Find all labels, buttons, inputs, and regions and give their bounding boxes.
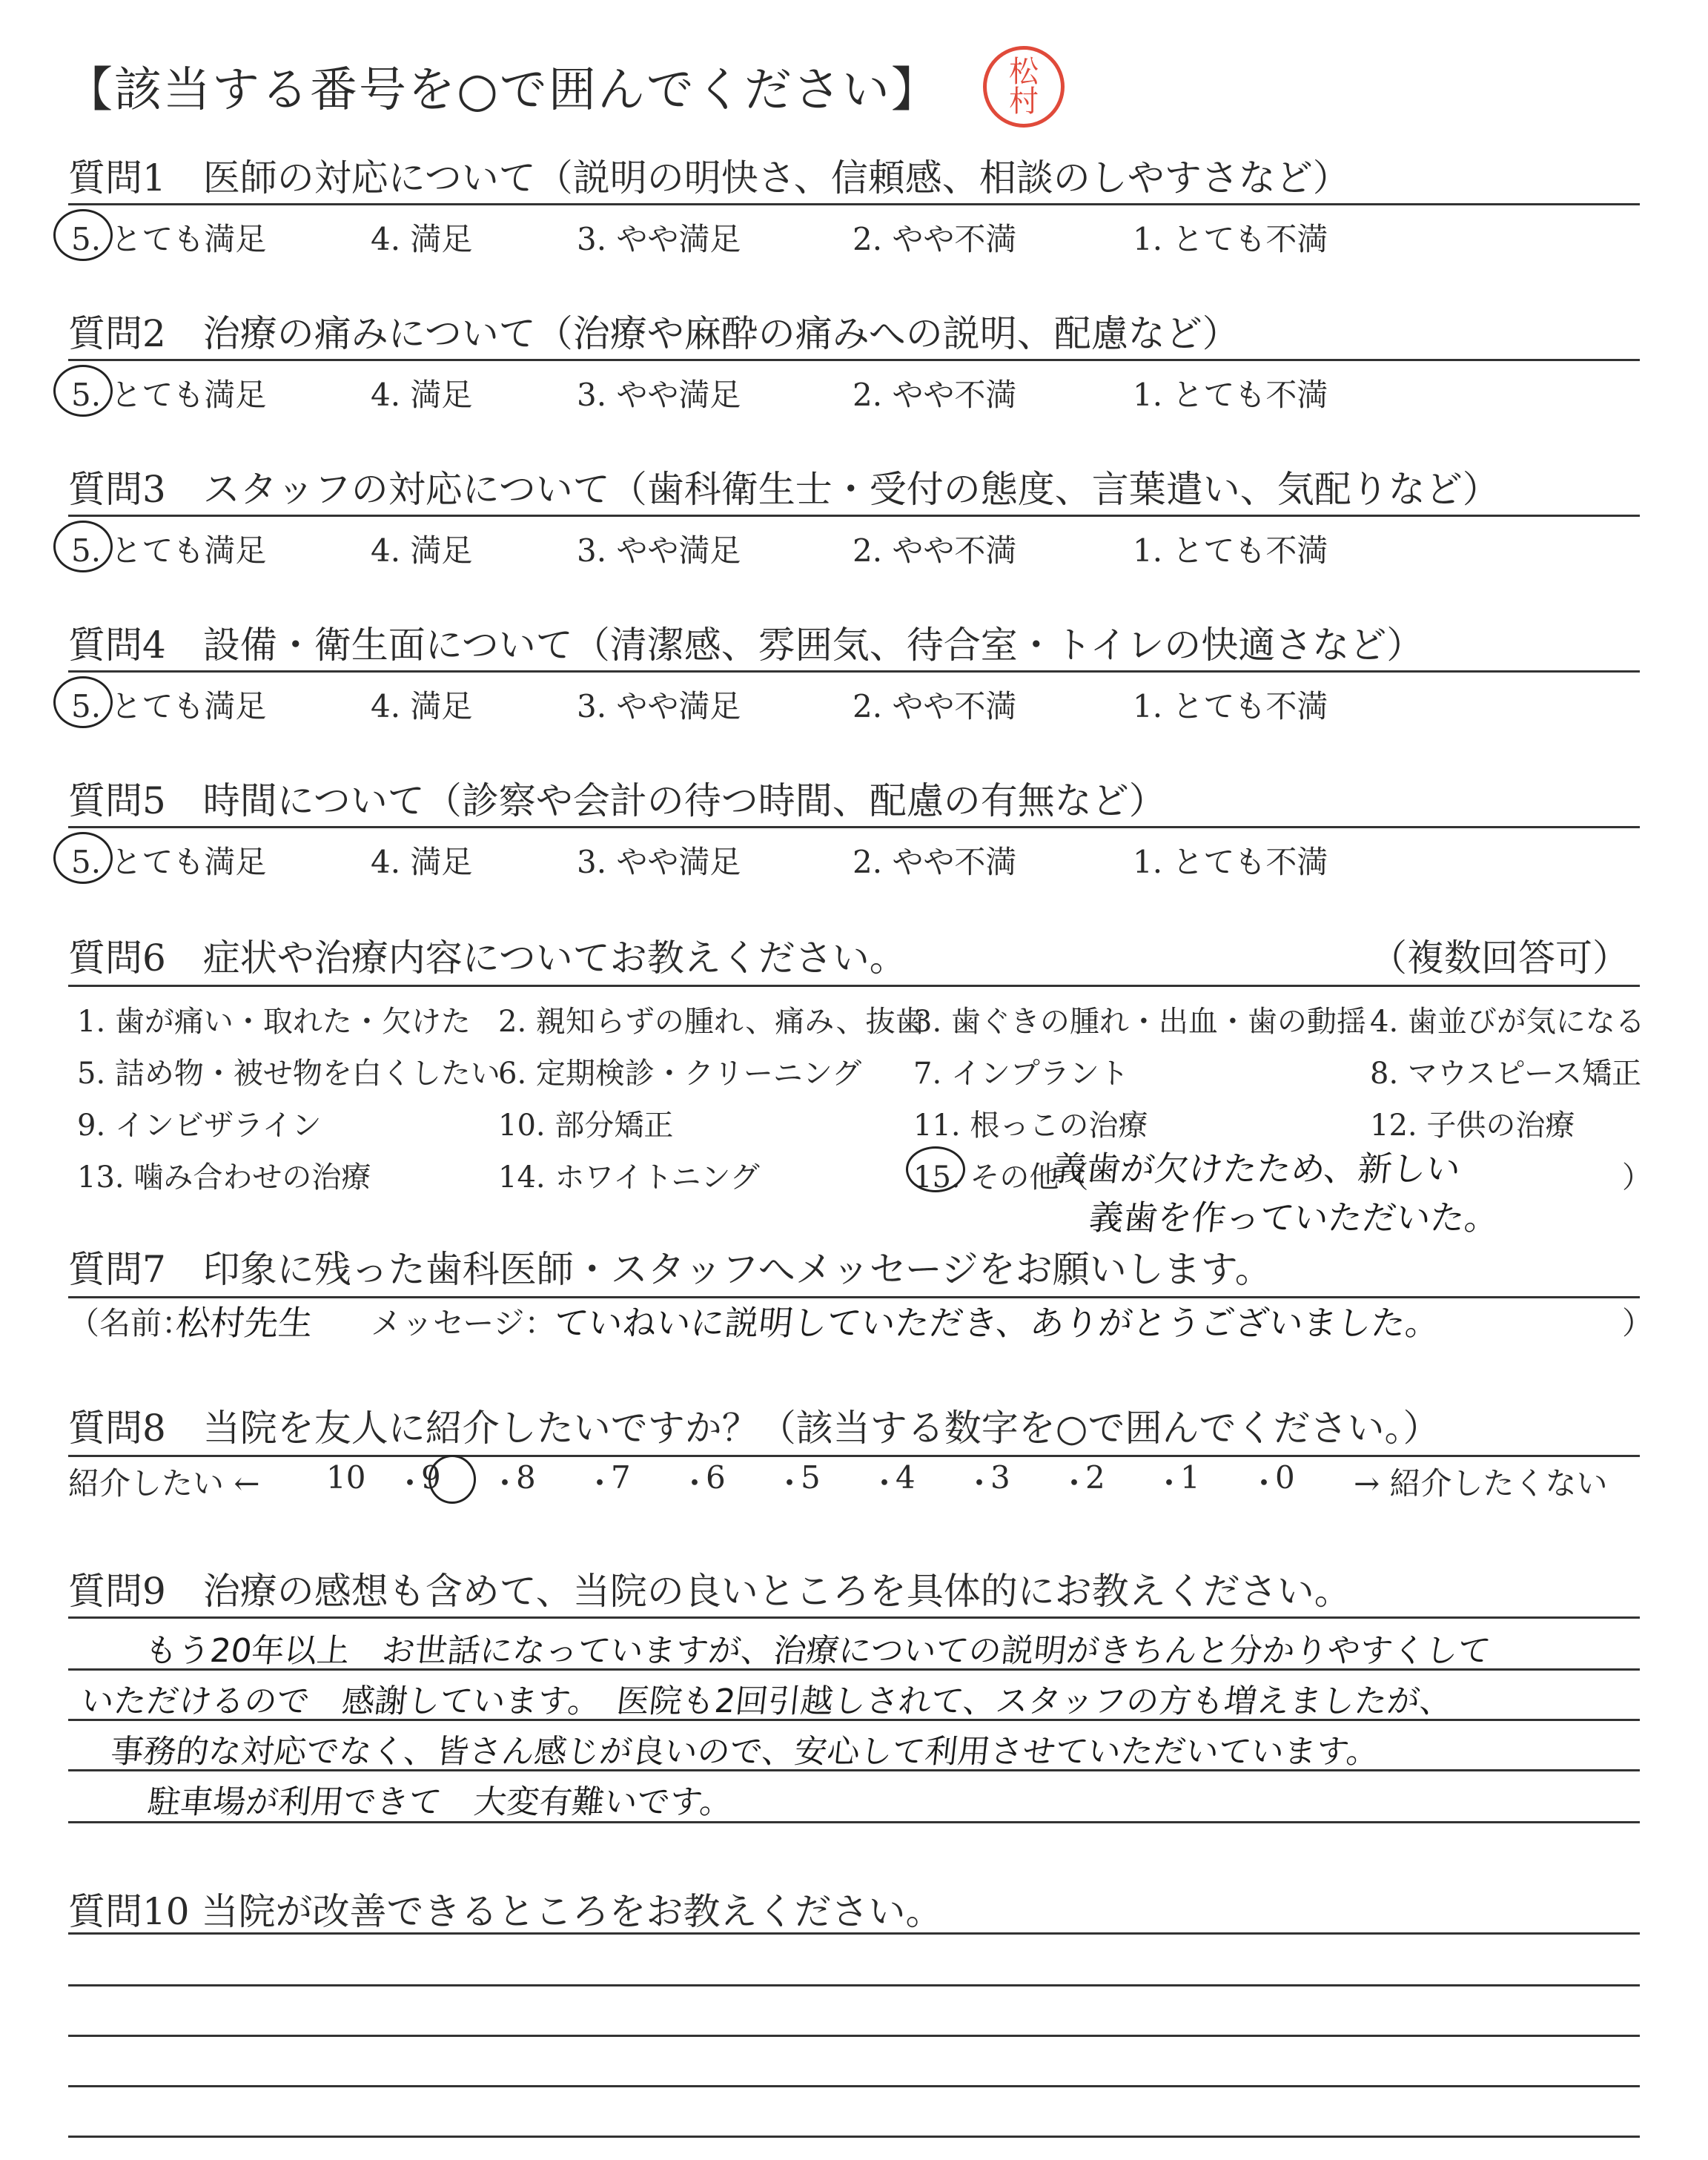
- rating-option[interactable]: 2. やや不満: [853, 688, 1017, 724]
- question-rule: [68, 670, 1640, 673]
- q8-scale-separator: ・: [394, 1465, 426, 1502]
- q8-scale-value[interactable]: 2: [1085, 1459, 1105, 1496]
- rating-option[interactable]: 3. やや満足: [577, 688, 741, 724]
- q8-scale-value[interactable]: 4: [896, 1459, 916, 1496]
- rating-option[interactable]: 4. 満足: [371, 688, 473, 724]
- q6-option[interactable]: 8. マウスピース矯正: [1370, 1057, 1642, 1091]
- rating-option[interactable]: 3. やや満足: [577, 377, 741, 413]
- q8-right-label: → 紹介したくない: [1354, 1465, 1608, 1502]
- rating-option[interactable]: 5. とても満足: [71, 221, 267, 257]
- q6-other-answer-line2: 義歯を作っていただいた。: [1087, 1198, 1501, 1238]
- q6-option[interactable]: 10. 部分矯正: [498, 1109, 674, 1143]
- q6-other-answer-line1: 義歯が欠けたため、新しい: [1050, 1149, 1463, 1189]
- rating-option[interactable]: 3. やや満足: [577, 532, 741, 569]
- rating-option[interactable]: 2. やや不満: [853, 377, 1017, 413]
- question-title: 質問4 設備・衛生面について（清潔感、雰囲気、待合室・トイレの快適さなど）: [68, 624, 1424, 667]
- question-title: 質問5 時間について（診察や会計の待つ時間、配慮の有無など）: [68, 779, 1166, 822]
- question-title: 質問1 医師の対応について（説明の明快さ、信頼感、相談のしやすさなど）: [68, 156, 1350, 199]
- rating-option[interactable]: 1. とても不満: [1133, 844, 1328, 880]
- rating-option[interactable]: 1. とても不満: [1133, 377, 1328, 413]
- q6-title: 質問6 症状や治療内容についてお教えください。: [68, 937, 907, 980]
- question-title: 質問3 スタッフの対応について（歯科衛生士・受付の態度、言葉遣い、気配りなど）: [68, 468, 1500, 511]
- q8-scale-separator: ・: [679, 1465, 711, 1502]
- q8-scale-value[interactable]: 0: [1275, 1459, 1295, 1496]
- stamp-char-2: 村: [1009, 85, 1039, 119]
- rating-option[interactable]: 5. とても満足: [71, 532, 267, 569]
- question-rule: [68, 359, 1640, 361]
- q8-scale-separator: ・: [869, 1465, 901, 1502]
- q10-rule-3: [68, 2035, 1640, 2037]
- q8-scale-value[interactable]: 3: [990, 1459, 1010, 1496]
- q6-option[interactable]: 5. 詰め物・被せ物を白くしたい: [77, 1057, 500, 1091]
- q10-rule-4: [68, 2085, 1640, 2087]
- q8-scale-value[interactable]: 1: [1180, 1459, 1200, 1496]
- q8-scale-separator: ・: [489, 1465, 521, 1502]
- selection-circle: [53, 832, 113, 884]
- stamp-char-1: 松: [1009, 55, 1039, 89]
- q8-scale-separator: ・: [1248, 1465, 1280, 1502]
- q6-option[interactable]: 9. インビザライン: [77, 1109, 322, 1143]
- rating-option[interactable]: 4. 満足: [371, 844, 473, 880]
- q8-title: 質問8 当院を友人に紹介したいですか？（該当する数字を○で囲んでください。）: [68, 1407, 1440, 1450]
- q6-rule: [68, 985, 1640, 987]
- q6-option[interactable]: 15. その他（: [913, 1160, 1089, 1195]
- rating-option[interactable]: 3. やや満足: [577, 844, 741, 880]
- rating-option[interactable]: 4. 満足: [371, 532, 473, 569]
- q9-answer-line: 事務的な対応でなく、皆さん感じが良いので、安心して利用させていただいています。: [108, 1733, 1381, 1771]
- q8-scale-separator: ・: [584, 1465, 616, 1502]
- q8-selection-circle: [428, 1455, 476, 1504]
- q6-option[interactable]: 3. 歯ぐきの腫れ・出血・歯の動揺: [913, 1005, 1366, 1039]
- q6-option[interactable]: 13. 噛み合わせの治療: [77, 1160, 371, 1195]
- q6-option[interactable]: 7. インプラント: [913, 1057, 1129, 1091]
- q6-option[interactable]: 1. 歯が痛い・取れた・欠けた: [77, 1005, 471, 1039]
- q8-scale-value[interactable]: 6: [706, 1459, 726, 1496]
- q8-scale-value[interactable]: 9: [421, 1459, 441, 1496]
- q9-rule-1: [68, 1616, 1640, 1619]
- q8-scale-separator: ・: [964, 1465, 996, 1502]
- rating-option[interactable]: 5. とても満足: [71, 688, 267, 724]
- question-rule: [68, 515, 1640, 517]
- q10-rule-2: [68, 1984, 1640, 1986]
- q8-scale-value[interactable]: 10: [326, 1459, 366, 1496]
- q8-scale-value[interactable]: 7: [611, 1459, 631, 1496]
- q6-option[interactable]: 11. 根っこの治療: [913, 1109, 1148, 1143]
- rating-option[interactable]: 5. とても満足: [71, 377, 267, 413]
- q9-answer-line: 駐車場が利用できて 大変有難いです。: [145, 1783, 735, 1821]
- rating-option[interactable]: 3. やや満足: [577, 221, 741, 257]
- q8-scale-value[interactable]: 8: [516, 1459, 536, 1496]
- q7-title: 質問7 印象に残った歯科医師・スタッフへメッセージをお願いします。: [68, 1248, 1272, 1291]
- question-rule: [68, 203, 1640, 205]
- q6-selection-circle: [906, 1146, 965, 1192]
- rating-option[interactable]: 2. やや不満: [853, 532, 1017, 569]
- q9-answer-line: いただけるので 感謝しています。 医院も2回引越しされて、スタッフの方も増えましたが、: [79, 1682, 1454, 1720]
- q7-close-paren: ）: [1622, 1305, 1654, 1341]
- q6-option[interactable]: 12. 子供の治療: [1370, 1109, 1575, 1143]
- selection-circle: [53, 676, 113, 728]
- q6-option[interactable]: 4. 歯並びが気になる: [1370, 1005, 1645, 1039]
- q8-rule: [68, 1455, 1640, 1457]
- q6-option[interactable]: 14. ホワイトニング: [498, 1160, 760, 1195]
- q10-rule-1: [68, 1932, 1640, 1935]
- rating-option[interactable]: 2. やや不満: [853, 844, 1017, 880]
- q8-scale-separator: ・: [1153, 1465, 1185, 1502]
- q6-option[interactable]: 2. 親知らずの腫れ、痛み、抜歯: [498, 1005, 925, 1039]
- q10-rule-5: [68, 2136, 1640, 2138]
- form-instruction: 【該当する番号を○で囲んでください】: [65, 63, 940, 118]
- selection-circle: [53, 365, 113, 417]
- q8-scale-separator: ・: [1059, 1465, 1090, 1502]
- q6-option[interactable]: 6. 定期検診・クリーニング: [498, 1057, 862, 1091]
- rating-option[interactable]: 4. 満足: [371, 377, 473, 413]
- q7-name-answer: 松村先生: [173, 1303, 315, 1343]
- q8-scale-separator: ・: [774, 1465, 806, 1502]
- selection-circle: [53, 521, 113, 572]
- q6-note: （複数回答可）: [1370, 937, 1629, 980]
- question-title: 質問2 治療の痛みについて（治療や麻酔の痛みへの説明、配慮など）: [68, 312, 1239, 355]
- rating-option[interactable]: 1. とても不満: [1133, 221, 1328, 257]
- q8-scale-value[interactable]: 5: [801, 1459, 821, 1496]
- selection-circle: [53, 209, 113, 261]
- q7-name-label: （名前：: [68, 1305, 193, 1341]
- q9-title: 質問9 治療の感想も含めて、当院の良いところを具体的にお教えください。: [68, 1570, 1351, 1613]
- rating-option[interactable]: 4. 満足: [371, 221, 473, 257]
- rating-option[interactable]: 1. とても不満: [1133, 688, 1328, 724]
- q10-title: 質問10 当院が改善できるところをお教えください。: [68, 1890, 943, 1933]
- q7-message-answer: ていねいに説明していただき、ありがとうございました。: [552, 1303, 1442, 1343]
- q8-left-label: 紹介したい ←: [68, 1465, 260, 1502]
- rating-option[interactable]: 5. とても満足: [71, 844, 267, 880]
- rating-option[interactable]: 2. やや不満: [853, 221, 1017, 257]
- q6-close-paren: ）: [1622, 1160, 1652, 1195]
- name-stamp: [983, 46, 1065, 128]
- q7-message-label: メッセージ：: [371, 1305, 556, 1341]
- q9-answer-line: もう20年以上 お世話になっていますが、治療についての説明がきちんと分かりやすくして: [142, 1632, 1493, 1670]
- rating-option[interactable]: 1. とても不満: [1133, 532, 1328, 569]
- question-rule: [68, 826, 1640, 828]
